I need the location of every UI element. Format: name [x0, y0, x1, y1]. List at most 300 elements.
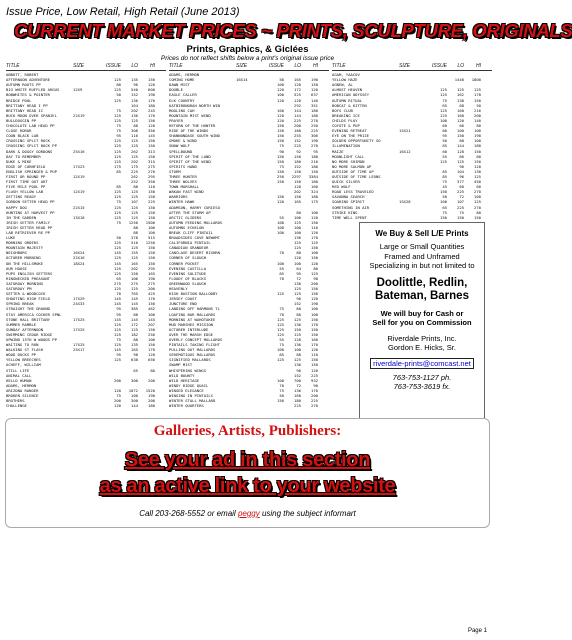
price-cell-lo: 96 [133, 82, 138, 88]
price-cell-title: GOLDEN OPPORTUNITY SO [332, 138, 381, 144]
price-cell-hi: 350 [148, 128, 155, 134]
price-cell-issue: 85 [442, 143, 447, 149]
price-cell-lo: 88 [133, 230, 138, 235]
price-cell-lo: 125 [294, 357, 301, 363]
price-cell-lo: 160 [294, 393, 301, 398]
price-cell-hi: 270 [311, 403, 318, 409]
price-cell-title: AUTUMN FEEDING MALLARDS [169, 219, 223, 225]
price-cell-issue: 75 [442, 179, 447, 185]
price-cell-size: 12X9 [73, 87, 83, 93]
price-cell-lo: 165 [131, 347, 138, 353]
price-cell-title: SPIRIT OF THE WIND [169, 158, 211, 164]
price-cell-hi: 150 [148, 204, 155, 210]
price-cell-issue: 125 [114, 117, 121, 123]
price-cell-title: OVER THE MARSH EDGE [169, 331, 213, 337]
price-cell-title: WILD HERITAGE [169, 377, 200, 383]
price-cell-lo: 125 [294, 240, 301, 246]
price-cell-lo: 95 [296, 270, 301, 276]
price-cell-title: EVENING CASTILLA [169, 265, 207, 271]
price-cell-hi: 100 [148, 311, 155, 317]
price-cell-title: SAVANNA SEARCH [332, 194, 365, 200]
price-cell-lo: 145 [131, 301, 138, 307]
price-cell-lo: 96 [296, 296, 301, 302]
price-cell-issue: 200 [114, 377, 121, 383]
price-cell-title: COON BLACK LAB [6, 133, 39, 139]
column-header [169, 64, 329, 71]
price-cell-hi: 295 [148, 265, 155, 271]
price-cell-issue: 150 [277, 123, 284, 129]
price-cell-issue: 75 [116, 219, 121, 225]
price-cell-title: THREE WOLVES [169, 179, 197, 185]
price-cell-hi: 100 [474, 128, 481, 134]
price-cell-hi: 100 [311, 209, 318, 215]
price-cell-title: WINGING IN PINTAILS [169, 393, 213, 398]
price-cell-title: PULLING OUT MALLARDS [169, 347, 216, 353]
price-cell-title: DARK & DOGGY GORDONS [6, 148, 53, 154]
price-cell-lo: 150 [457, 214, 464, 220]
price-cell-hi: 200 [148, 377, 155, 383]
ad-fax: 763-753-3619 fx. [393, 382, 451, 391]
price-cell-title: FLOODY OF BLACKS [169, 275, 207, 281]
price-cell-hi: 150 [148, 255, 155, 261]
price-cell-size: 17X25 [73, 342, 85, 348]
price-cell-lo: 378 [131, 235, 138, 241]
price-cell-title: CLOSE ROROR [6, 128, 32, 134]
price-cell-lo: 68 [459, 102, 464, 108]
price-cell-lo: 80 [296, 311, 301, 317]
price-cell-hi: 100 [148, 336, 155, 342]
price-cell-hi: 120 [311, 87, 318, 93]
price-cell-issue: 145 [114, 250, 121, 256]
price-cell-lo: 72 [459, 194, 464, 200]
price-cell-hi: 515 [148, 235, 155, 241]
price-cell-title: AFTER THE STORM AP [169, 209, 211, 215]
price-cell-lo: 72 [296, 275, 301, 281]
price-cell-lo: 125 [457, 158, 464, 164]
price-cell-hi: 180 [148, 403, 155, 409]
price-cell-size: 17X23 [73, 163, 85, 169]
price-cell-lo: 72 [296, 382, 301, 388]
price-cell-issue: 125 [277, 331, 284, 337]
price-cell-size [399, 215, 430, 220]
price-cell-title: IRISH SETTER HEAD PP [6, 224, 53, 230]
price-cell-lo: 80 [296, 209, 301, 215]
price-cell-lo: 180 [294, 158, 301, 164]
column-header-hi: HI [313, 63, 318, 69]
price-cell-title: AGAM, YAACOV [332, 72, 360, 78]
price-cell-lo: 98 [133, 352, 138, 358]
price-cell-lo: 152 [294, 301, 301, 307]
price-cell-lo: 225 [294, 403, 301, 409]
price-cell-lo: 125 [294, 219, 301, 225]
price-cell-hi: 150 [148, 214, 155, 220]
price-cell-title: EAGLE CALLER [169, 92, 197, 98]
price-cell-issue: 150 [277, 398, 284, 404]
price-row [169, 403, 329, 408]
price-cell-title: SWAMP MIST [169, 362, 193, 368]
price-cell-issue: 125 [114, 286, 121, 292]
price-cell-hi: 160 [311, 336, 318, 342]
price-cell-issue: 60 [442, 148, 447, 154]
price-cell-title: MORNING AT WAHOTAKEE [169, 316, 216, 322]
price-cell-title: NEIGHBORS [6, 250, 27, 256]
price-cell-lo: 125 [131, 209, 138, 215]
price-cell-title: WINDY RIDGE QUAIL [169, 382, 209, 388]
email-peggy-link[interactable]: peggy [237, 509, 260, 518]
price-cell-size: 22X16 [73, 255, 85, 261]
price-cell-title: BROKEN SILENCE [6, 393, 39, 398]
ad-email-link[interactable]: riverdale-prints@comcast.net [370, 358, 474, 369]
price-cell-title: HUNTING AT HARVEST PP [6, 209, 55, 215]
price-cell-title: SATURDAY MORNING [6, 280, 44, 286]
price-cell-title: BRIDGE POOL [6, 97, 32, 103]
price-cell-title: CROSSING SPLIT ROCK [6, 138, 50, 144]
price-cell-lo: 125 [131, 326, 138, 332]
price-cell-title: ACHEFF, WILLIAM [6, 362, 41, 368]
price-cell-issue: 95 [116, 311, 121, 317]
price-cell-hi: 150 [148, 209, 155, 215]
price-cell-issue: 150 [277, 194, 284, 200]
price-cell-hi: 462 [148, 306, 155, 312]
price-cell-title: CANADIAN GRANDEUR [169, 245, 209, 251]
price-cell-title: PUPS ENGLISH SETTERS [6, 270, 53, 276]
price-cell-size: 16X24 [73, 250, 85, 256]
price-cell-title: NO MORE SALMON AP [332, 163, 372, 169]
price-column-3 [332, 64, 492, 220]
price-cell-title: SOARING SPIRIT [332, 199, 365, 205]
price-cell-lo: 136 [131, 112, 138, 118]
price-cell-title: STORM [169, 168, 181, 174]
price-cell-lo: 292 [294, 102, 301, 108]
price-cell-hi: 1500 [145, 219, 155, 225]
price-cell-issue: 100 [440, 199, 447, 205]
price-cell-title: WINTER HAWK [169, 199, 195, 205]
price-cell-title: SATURDAY PM [6, 286, 32, 292]
price-cell-issue: 125 [277, 291, 284, 297]
price-cell-lo: 64 [296, 265, 301, 271]
price-cell-lo: 150 [294, 326, 301, 332]
price-cell-hi: 100 [474, 194, 481, 200]
price-cell-hi: 120 [148, 123, 155, 129]
price-row [6, 403, 166, 408]
price-cell-title: JERSEY COAST [169, 296, 197, 302]
price-cell-hi: 351 [311, 102, 318, 108]
price-cell-lo: 202 [131, 158, 138, 164]
price-cell-issue: 95 [116, 352, 121, 358]
price-cell-issue: 100 [277, 82, 284, 88]
price-cell-hi: 120 [311, 230, 318, 235]
price-cell-issue: 125 [440, 87, 447, 93]
price-cell-hi: 150 [148, 153, 155, 159]
price-cell-title: OUTSIDE OF TIME AP [332, 168, 374, 174]
price-cell-lo: 150 [294, 153, 301, 159]
price-cell-title: OUR HOUSE [6, 265, 27, 271]
price-cell-issue: 95 [116, 306, 121, 312]
price-cell-issue: 75 [279, 342, 284, 348]
price-cell-issue: 125 [114, 326, 121, 332]
price-cell-title: FIRST TIME OUT ART [6, 179, 48, 185]
price-cell-size: 12X19 [73, 189, 85, 195]
price-cell-hi: 120 [311, 260, 318, 266]
price-cell-hi: 150 [474, 214, 481, 220]
price-cell-issue: 55 [442, 153, 447, 159]
price-cell-issue: 55 [279, 336, 284, 342]
price-cell-title: CALIFORNIA PINTAIL [169, 240, 211, 246]
price-cell-lo: 172 [294, 87, 301, 93]
price-cell-hi: 120 [311, 367, 318, 373]
price-cell-lo: 144 [294, 107, 301, 113]
price-cell-issue: 150 [440, 214, 447, 220]
price-cell-size: 12X19 [73, 173, 85, 179]
column-header-hi: HI [476, 63, 481, 69]
price-cell-lo: 525 [294, 92, 301, 98]
price-cell-title: DUKE & MIKE [6, 158, 32, 164]
price-cell-title: YELLOW BREECHES [6, 357, 41, 363]
price-cell-issue: 75 [116, 123, 121, 129]
price-cell-lo: 150 [294, 168, 301, 174]
price-cell-title: WAITING TO RUN [6, 342, 39, 348]
price-cell-lo: 125 [294, 331, 301, 337]
price-cell-issue: 55 [279, 214, 284, 220]
price-cell-lo: 2297 [291, 173, 301, 179]
price-cell-hi: 180 [311, 163, 318, 169]
price-cell-lo: 88 [133, 224, 138, 230]
price-cell-issue: 125 [114, 97, 121, 103]
price-cell-issue: 125 [114, 321, 121, 327]
price-cell-title: ANIMAL CALL [6, 372, 32, 378]
price-cell-lo: 180 [294, 128, 301, 134]
price-cell-lo: 88 [296, 352, 301, 358]
price-cell-hi: 80 [313, 265, 318, 271]
column-header-issue: ISSUE [431, 63, 447, 69]
price-cell-size: 18X24 [73, 260, 85, 266]
price-cell-lo: 275 [131, 280, 138, 286]
price-cell-title: IN THE GARDEN [6, 214, 37, 220]
price-cell-lo: 165 [294, 77, 301, 83]
price-cell-hi: 180 [474, 143, 481, 149]
price-cell-size: 16X12 [399, 148, 411, 154]
price-cell-lo: 125 [294, 286, 301, 292]
price-cell-issue: 125 [114, 189, 121, 195]
price-cell-title: HELLO HUMAN [6, 377, 32, 383]
price-cell-lo: 120 [294, 82, 301, 88]
price-cell-issue: 120 [114, 403, 121, 409]
price-cell-title: FLUSH YELLOW LAB [6, 189, 44, 195]
price-cell-lo: 125 [457, 87, 464, 93]
price-cell-issue: 100 [277, 230, 284, 235]
price-cell-size: 22X19 [73, 112, 85, 118]
price-cell-hi: 275 [148, 280, 155, 286]
price-cell-issue: 150 [440, 189, 447, 195]
price-cell-lo: 125 [131, 255, 138, 261]
price-cell-issue: 125 [440, 92, 447, 98]
price-cell-lo: 172 [131, 321, 138, 327]
price-cell-title: JUNCTURE END [169, 301, 197, 307]
price-cell-lo: 155 [131, 250, 138, 256]
price-cell-title: COYOTE & PUP [332, 123, 360, 129]
price-cell-lo: 128 [294, 184, 301, 190]
price-cell-hi: 180 [311, 153, 318, 159]
price-cell-issue: 125 [114, 357, 121, 363]
price-cell-issue: 75 [116, 393, 121, 398]
price-cell-hi: 200 [148, 286, 155, 292]
price-cell-hi: 150 [311, 316, 318, 322]
price-cell-issue: 70 [279, 311, 284, 317]
price-cell-hi: 125 [311, 240, 318, 246]
price-cell-hi: 150 [148, 194, 155, 200]
price-cell-issue: 50 [442, 138, 447, 144]
price-cell-lo: 100 [294, 347, 301, 353]
price-cell-hi: 125 [311, 270, 318, 276]
ad-quantities: Large or Small Quantities [379, 242, 465, 251]
galleries-ad-panel [5, 418, 490, 528]
price-cell-title: HIGH BASTION BALLODBY [169, 291, 218, 297]
price-cell-hi: 90 [313, 275, 318, 281]
ad-phone: 763-753-1127 ph. [392, 372, 452, 382]
price-cell-hi: 175 [311, 199, 318, 205]
price-cell-hi: 150 [474, 97, 481, 103]
price-cell-title: WALKING ST FLASH [6, 347, 44, 353]
price-cell-title: SWIMMING CEDAR RIDGE [6, 331, 53, 337]
price-cell-title: LANDING OFF HARMONS TL [169, 306, 220, 312]
price-cell-title: ADAMS, HERMON [169, 72, 200, 78]
ad-specializing: Specializing in but not limited to [369, 261, 475, 270]
price-cell-hi: 324 [311, 189, 318, 195]
price-cell-hi: 170 [311, 235, 318, 241]
current-market-prices-banner: CURRENT MARKET PRICES ~ PRINTS, SCULPTURE, ORIGINALS [14, 20, 572, 41]
column-header-title: TITLE [6, 63, 20, 69]
price-cell-lo: 225 [131, 168, 138, 174]
price-cell-hi: 150 [311, 357, 318, 363]
price-cell-issue: 125 [114, 87, 121, 93]
price-cell-hi: 270 [311, 117, 318, 123]
price-cell-title: ARIZONA RANGER [6, 387, 39, 393]
price-cell-lo: 162 [457, 92, 464, 98]
price-cell-lo: 80 [296, 250, 301, 256]
price-cell-lo: 255 [294, 133, 301, 139]
price-cell-hi: 150 [148, 260, 155, 266]
price-column-1 [6, 64, 166, 408]
price-cell-title: WINGED ELEGANCE [169, 387, 204, 393]
price-cell-issue: 150 [277, 133, 284, 139]
price-cell-lo: 145 [131, 296, 138, 302]
price-cell-issue: 85 [116, 168, 121, 174]
price-cell-hi: 50 [476, 102, 481, 108]
price-cell-lo: 88 [133, 336, 138, 342]
galleries-headline-2: as an active link to your website [99, 475, 396, 497]
price-cell-issue: 145 [114, 347, 121, 353]
price-cell-issue: 100 [277, 260, 284, 266]
price-cell-title: HAPPY DOG [6, 204, 27, 210]
price-cell-title: TOWN MARSHALL [169, 184, 200, 190]
price-cell-lo: 128 [457, 148, 464, 154]
price-cell-title: CANCLAVE DESERT BIGHRN [169, 250, 220, 256]
price-cell-title: LUKE [6, 235, 16, 241]
price-cell-hi: 170 [311, 342, 318, 348]
riverdale-prints-ad [359, 222, 485, 422]
price-cell-issue: 75 [279, 163, 284, 169]
price-cell-issue: 75 [279, 387, 284, 393]
price-cell-title: PRAYER [169, 117, 183, 123]
price-cell-issue: 120 [114, 387, 121, 393]
price-cell-lo: 150 [457, 133, 464, 139]
price-cell-size [73, 403, 104, 408]
price-cell-hi: 120 [148, 82, 155, 88]
price-cell-hi: 150 [311, 331, 318, 337]
price-cell-lo: 510 [131, 240, 138, 246]
price-cell-lo: 225 [457, 204, 464, 210]
price-cell-lo: 135 [131, 342, 138, 348]
price-cell-title: BROTHERS [6, 398, 25, 404]
price-cell-hi: 207 [148, 321, 155, 327]
price-cell-issue: 125 [114, 265, 121, 271]
price-cell-lo: 202 [131, 107, 138, 113]
price-cell-title: CROSSING SPLIT ROCK PP [6, 143, 57, 149]
price-cell-lo: 66 [459, 123, 464, 129]
price-cell-title: SPRING BREAK [6, 301, 34, 307]
price-cell-title: STRIKE KING [332, 209, 358, 215]
price-cell-issue: 120 [277, 117, 284, 123]
price-cell-hi: 270 [311, 143, 318, 149]
price-cell-title: RIDE OF THE WINDS [169, 128, 209, 134]
price-column-2 [169, 64, 329, 408]
price-cell-lo: 152 [294, 138, 301, 144]
price-cell-lo: 60 [459, 184, 464, 190]
price-cell-title: EDGE OF CORNFIELD [6, 163, 46, 169]
price-cell-lo: 125 [131, 153, 138, 159]
price-cell-title: STRAIGHT THE GROUND [6, 306, 50, 312]
price-cell-issue: 65 [116, 275, 121, 281]
price-cell-title: EVENING RETREAT [332, 128, 367, 134]
price-cell-issue: 125 [114, 270, 121, 276]
section-subtitle: Prints, Graphics, & Giclées [186, 44, 309, 55]
price-cell-issue: 70 [279, 275, 284, 281]
price-cell-title: ARCTIC GLIDERS [169, 214, 202, 220]
price-cell-title: MOONLIGHT CALL [332, 153, 365, 159]
price-cell-issue: 150 [277, 153, 284, 159]
price-cell-issue: 125 [440, 107, 447, 113]
price-cell-hi: 637 [311, 92, 318, 98]
price-cell-hi: 190 [148, 393, 155, 398]
price-cell-lo: 180 [294, 398, 301, 404]
price-cell-title: SHOOTING HIGH FIELD [6, 296, 50, 302]
price-cell-title: SMOKE & WIND [169, 138, 197, 144]
price-cell-hi: 270 [474, 204, 481, 210]
price-cell-hi: 150 [148, 77, 155, 83]
price-cell-lo: 175 [131, 163, 138, 169]
price-cell-hi: 80 [476, 123, 481, 129]
price-cell-lo: 107 [457, 199, 464, 205]
column-header-title: TITLE [169, 63, 183, 69]
price-cell-title: AUTUMN RITUAL [332, 97, 363, 103]
price-cell-title: BRITTANY HEAD I PP [6, 102, 48, 108]
price-cell-issue: 125 [440, 112, 447, 118]
price-cell-hi: 150 [474, 148, 481, 154]
price-cell-hi: 150 [311, 291, 318, 297]
price-cell-hi: 110 [311, 224, 318, 230]
price-cell-title: BOYS CLUB [332, 107, 353, 113]
price-cell-lo: 100 [294, 224, 301, 230]
price-cell-lo: 125 [294, 316, 301, 322]
price-cell-issue: 85 [279, 270, 284, 276]
price-cell-issue: 100 [277, 92, 284, 98]
price-cell-size: 15X21 [399, 128, 411, 134]
price-cell-title: CHALLENGE [6, 403, 27, 409]
price-cell-hi: 200 [148, 398, 155, 404]
price-row [332, 215, 492, 220]
price-cell-hi: 80 [150, 367, 155, 373]
price-cell-title: SIGNIFIED MALLARDS [169, 357, 211, 363]
